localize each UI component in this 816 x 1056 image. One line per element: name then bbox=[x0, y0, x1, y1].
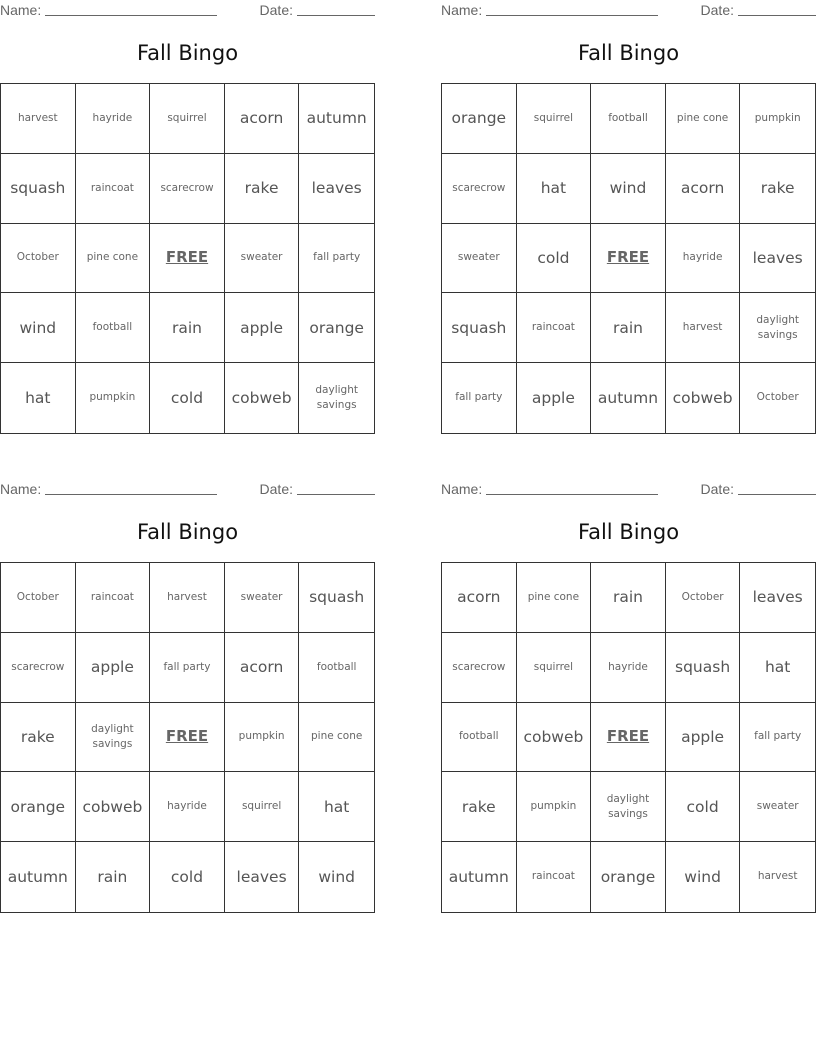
bingo-cell: squirrel bbox=[225, 772, 300, 842]
date-field bbox=[260, 481, 375, 497]
bingo-cell: pumpkin bbox=[225, 703, 300, 773]
bingo-cell: rain bbox=[150, 293, 225, 363]
bingo-cell: rain bbox=[591, 563, 666, 633]
bingo-cell: apple bbox=[76, 633, 151, 703]
bingo-cell: wind bbox=[1, 293, 76, 363]
date-blank-line bbox=[738, 2, 816, 16]
bingo-cell: autumn bbox=[299, 84, 374, 154]
bingo-cell: leaves bbox=[225, 842, 300, 912]
name-label: Name: bbox=[0, 481, 42, 497]
date-label: Date: bbox=[700, 2, 734, 18]
bingo-grid bbox=[441, 562, 816, 913]
bingo-cell: cold bbox=[150, 363, 225, 433]
bingo-cell: daylight savings bbox=[591, 772, 666, 842]
bingo-cell: pumpkin bbox=[740, 84, 815, 154]
bingo-cell: hat bbox=[299, 772, 374, 842]
bingo-cell: acorn bbox=[225, 84, 300, 154]
bingo-cell: orange bbox=[299, 293, 374, 363]
bingo-cell: squirrel bbox=[517, 84, 592, 154]
bingo-cell: rake bbox=[740, 154, 815, 224]
bingo-cell: hat bbox=[517, 154, 592, 224]
bingo-cell: autumn bbox=[1, 842, 76, 912]
bingo-cell: cobweb bbox=[225, 363, 300, 433]
bingo-cell: cold bbox=[150, 842, 225, 912]
card-header bbox=[441, 2, 816, 20]
bingo-cell: cobweb bbox=[666, 363, 741, 433]
bingo-cell: squash bbox=[442, 293, 517, 363]
bingo-cell: sweater bbox=[442, 224, 517, 294]
name-field bbox=[441, 481, 658, 497]
bingo-cell: sweater bbox=[740, 772, 815, 842]
bingo-cell: rake bbox=[1, 703, 76, 773]
bingo-cell: orange bbox=[591, 842, 666, 912]
bingo-cell: football bbox=[76, 293, 151, 363]
bingo-cell: pumpkin bbox=[76, 363, 151, 433]
bingo-cell: fall party bbox=[299, 224, 374, 294]
name-label: Name: bbox=[441, 2, 483, 18]
bingo-cell: scarecrow bbox=[1, 633, 76, 703]
bingo-cell: raincoat bbox=[76, 154, 151, 224]
bingo-cell: football bbox=[299, 633, 374, 703]
bingo-cell: squirrel bbox=[517, 633, 592, 703]
bingo-cell: fall party bbox=[740, 703, 815, 773]
bingo-cell: harvest bbox=[1, 84, 76, 154]
bingo-cell: harvest bbox=[150, 563, 225, 633]
free-space-cell: FREE bbox=[591, 224, 666, 294]
card-title: Fall Bingo bbox=[577, 41, 680, 65]
bingo-cell: rake bbox=[442, 772, 517, 842]
date-label: Date: bbox=[259, 481, 293, 497]
bingo-cell: wind bbox=[591, 154, 666, 224]
bingo-cell: leaves bbox=[740, 224, 815, 294]
bingo-cell: October bbox=[666, 563, 741, 633]
bingo-cell: rake bbox=[225, 154, 300, 224]
card-title: Fall Bingo bbox=[136, 41, 239, 65]
card-title: Fall Bingo bbox=[577, 520, 680, 544]
bingo-grid bbox=[0, 562, 375, 913]
name-field bbox=[0, 2, 217, 18]
bingo-cell: October bbox=[1, 563, 76, 633]
bingo-cell: apple bbox=[517, 363, 592, 433]
card-header bbox=[0, 481, 375, 499]
bingo-cell: fall party bbox=[150, 633, 225, 703]
name-blank-line bbox=[45, 481, 217, 495]
free-space-cell: FREE bbox=[150, 224, 225, 294]
bingo-cell: raincoat bbox=[76, 563, 151, 633]
bingo-cell: leaves bbox=[299, 154, 374, 224]
bingo-cell: hat bbox=[740, 633, 815, 703]
bingo-grid bbox=[0, 83, 375, 434]
bingo-cell: cobweb bbox=[76, 772, 151, 842]
date-field bbox=[260, 2, 375, 18]
bingo-cell: football bbox=[442, 703, 517, 773]
bingo-cell: hayride bbox=[591, 633, 666, 703]
bingo-cell: wind bbox=[666, 842, 741, 912]
bingo-cell: orange bbox=[442, 84, 517, 154]
bingo-cell: October bbox=[756, 391, 799, 404]
bingo-cell: orange bbox=[1, 772, 76, 842]
date-blank-line bbox=[297, 481, 375, 495]
bingo-cell: pine cone bbox=[517, 563, 592, 633]
bingo-cell: autumn bbox=[591, 363, 666, 433]
bingo-cell: rain bbox=[76, 842, 151, 912]
bingo-cell: harvest bbox=[757, 870, 798, 883]
date-field bbox=[701, 2, 816, 18]
name-field bbox=[441, 2, 658, 18]
bingo-card-3 bbox=[0, 479, 375, 913]
bingo-cell: October bbox=[1, 224, 76, 294]
bingo-cell: squash bbox=[666, 633, 741, 703]
bingo-cell: raincoat bbox=[517, 293, 592, 363]
bingo-cell: cold bbox=[666, 772, 741, 842]
bingo-cell: sweater bbox=[225, 224, 300, 294]
bingo-cell: autumn bbox=[442, 842, 517, 912]
bingo-cell: hayride bbox=[666, 224, 741, 294]
date-blank-line bbox=[297, 2, 375, 16]
bingo-cell: cold bbox=[517, 224, 592, 294]
bingo-cell: squash bbox=[1, 154, 76, 224]
card-header bbox=[441, 481, 816, 499]
bingo-cell: apple bbox=[225, 293, 300, 363]
free-space-cell: FREE bbox=[591, 703, 666, 773]
bingo-cell: pine cone bbox=[299, 703, 374, 773]
bingo-card-1 bbox=[0, 0, 375, 434]
card-title: Fall Bingo bbox=[136, 520, 239, 544]
bingo-cell: squirrel bbox=[150, 84, 225, 154]
bingo-cell: daylight savings bbox=[76, 703, 151, 773]
date-label: Date: bbox=[259, 2, 293, 18]
bingo-cell: rain bbox=[591, 293, 666, 363]
date-blank-line bbox=[738, 481, 816, 495]
bingo-cell: pine cone bbox=[76, 224, 151, 294]
bingo-cell: acorn bbox=[666, 154, 741, 224]
bingo-cell: scarecrow bbox=[150, 154, 225, 224]
bingo-card-2 bbox=[441, 0, 816, 434]
bingo-cell: sweater bbox=[225, 563, 300, 633]
bingo-cell: acorn bbox=[442, 563, 517, 633]
bingo-cell: hayride bbox=[150, 772, 225, 842]
name-blank-line bbox=[486, 481, 658, 495]
bingo-cell: harvest bbox=[666, 293, 741, 363]
card-header bbox=[0, 2, 375, 20]
bingo-cell: pumpkin bbox=[517, 772, 592, 842]
free-space-cell: FREE bbox=[150, 703, 225, 773]
bingo-cell: daylight savings bbox=[315, 383, 358, 412]
date-label: Date: bbox=[700, 481, 734, 497]
bingo-cell: scarecrow bbox=[442, 633, 517, 703]
bingo-cell: wind bbox=[318, 867, 356, 886]
name-blank-line bbox=[486, 2, 658, 16]
bingo-cell: apple bbox=[666, 703, 741, 773]
bingo-card-4 bbox=[441, 479, 816, 913]
bingo-cell: hat bbox=[1, 363, 76, 433]
bingo-cell: daylight savings bbox=[740, 293, 815, 363]
bingo-cell: cobweb bbox=[517, 703, 592, 773]
bingo-grid bbox=[441, 83, 816, 434]
bingo-cell: pine cone bbox=[666, 84, 741, 154]
bingo-cell: hayride bbox=[76, 84, 151, 154]
name-label: Name: bbox=[0, 2, 42, 18]
date-field bbox=[701, 481, 816, 497]
bingo-cell: fall party bbox=[442, 363, 517, 433]
bingo-cell: leaves bbox=[740, 563, 815, 633]
bingo-cell: acorn bbox=[225, 633, 300, 703]
name-field bbox=[0, 481, 217, 497]
bingo-cell: football bbox=[591, 84, 666, 154]
bingo-cell: squash bbox=[299, 563, 374, 633]
bingo-cell: raincoat bbox=[517, 842, 592, 912]
name-label: Name: bbox=[441, 481, 483, 497]
name-blank-line bbox=[45, 2, 217, 16]
bingo-cell: scarecrow bbox=[442, 154, 517, 224]
